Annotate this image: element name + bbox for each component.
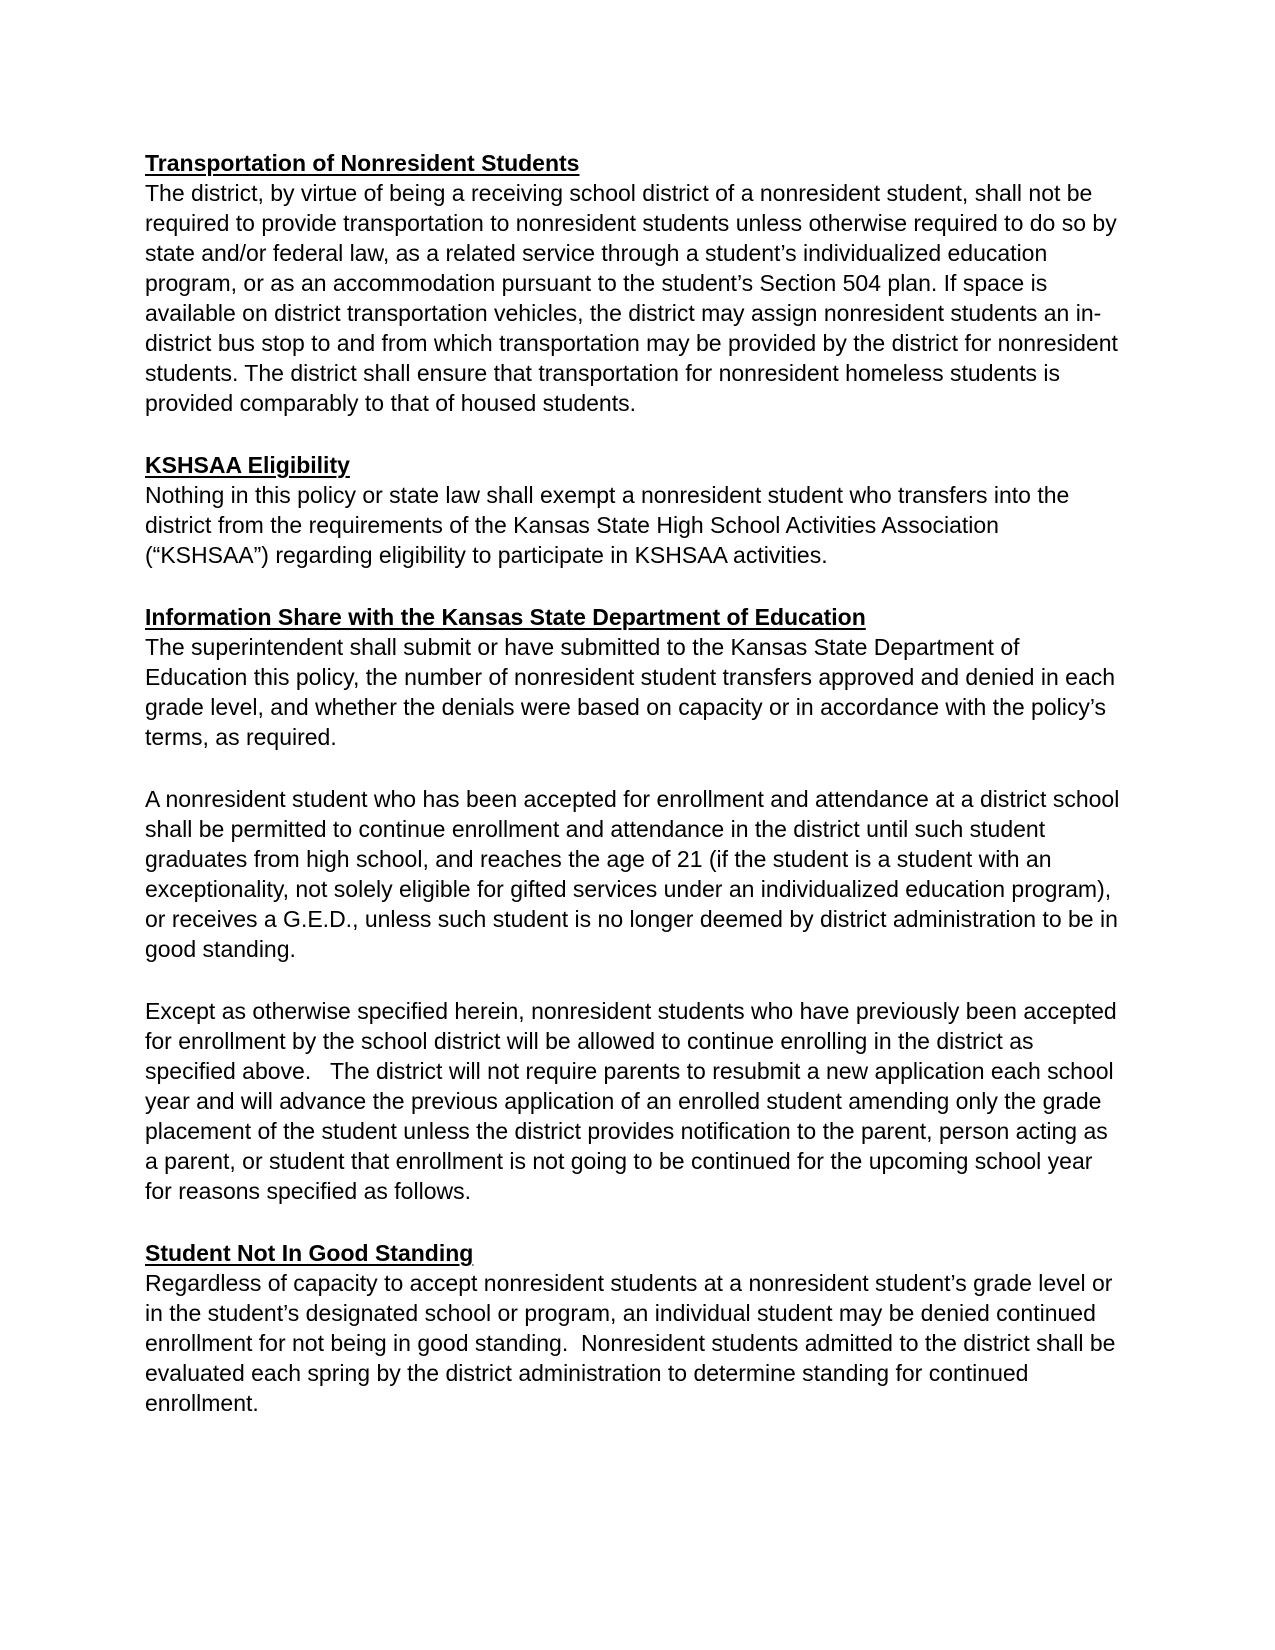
document-content xyxy=(145,148,1126,1418)
paragraph-continued-enrollment: A nonresident student who has been accepted for enrollment and attendance at a district school shall be permitted to continue enrollment and attendance in the district until such student graduates from high school, and reaches the age of 21 (if the student is a student with an exceptionality, not solely eligible for gifted services under an individualized education program), or receives a G.E.D., unless such student is no longer deemed by district administration to be in good standing. xyxy=(145,786,1126,962)
heading-student-not-in-good-standing: Student Not In Good Standing xyxy=(145,1240,474,1266)
paragraph-kshsaa-eligibility: Nothing in this policy or state law shall exempt a nonresident student who transfers into the district from the requirements of the Kansas State High School Activities Association (“KSHSAA”) regarding eligibility to participate in KSHSAA activities. xyxy=(145,482,1076,568)
paragraph-reapplication-not-required: Except as otherwise specified herein, nonresident students who have previously been accepted for enrollment by the school district will be allowed to continue enrolling in the district as specified above. The district will not require parents to resubmit a new application each school year and will advance the previous application of an enrolled student amending only the grade placement of the student unless the district provides notification to the parent, person acting as a parent, or student that enrollment is not going to be continued for the upcoming school year for reasons specified as follows. xyxy=(145,998,1124,1204)
heading-information-share-ksde: Information Share with the Kansas State Department of Education xyxy=(145,604,866,630)
paragraph-information-share-ksde: The superintendent shall submit or have submitted to the Kansas State Department of Education this policy, the number of nonresident student transfers approved and denied in each grade level, and whether the denials were based on capacity or in accordance with the policy’s terms, as required. xyxy=(145,634,1122,750)
paragraph-student-not-in-good-standing: Regardless of capacity to accept nonresident students at a nonresident student’s grade level or in the student’s designated school or program, an individual student may be denied continued enrollment for not being in good standing. Nonresident students admitted to the district shall be evaluated each spring by the district administration to determine standing for continued enrollment. xyxy=(145,1270,1122,1416)
heading-kshsaa-eligibility: KSHSAA Eligibility xyxy=(145,452,350,478)
heading-transportation-of-nonresident-students: Transportation of Nonresident Students xyxy=(145,150,580,176)
paragraph-transportation-of-nonresident-students: The district, by virtue of being a receiving school district of a nonresident student, shall not be required to provide transportation to nonresident students unless otherwise required to do so by state and/or federal law, as a related service through a student’s individualized education program, or as an accommodation pursuant to the student’s Section 504 plan. If space is available on district transportation vehicles, the district may assign nonresident students an in-district bus stop to and from which transportation may be provided by the district for nonresident students. The district shall ensure that transportation for nonresident homeless students is provided comparably to that of housed students. xyxy=(145,180,1125,416)
